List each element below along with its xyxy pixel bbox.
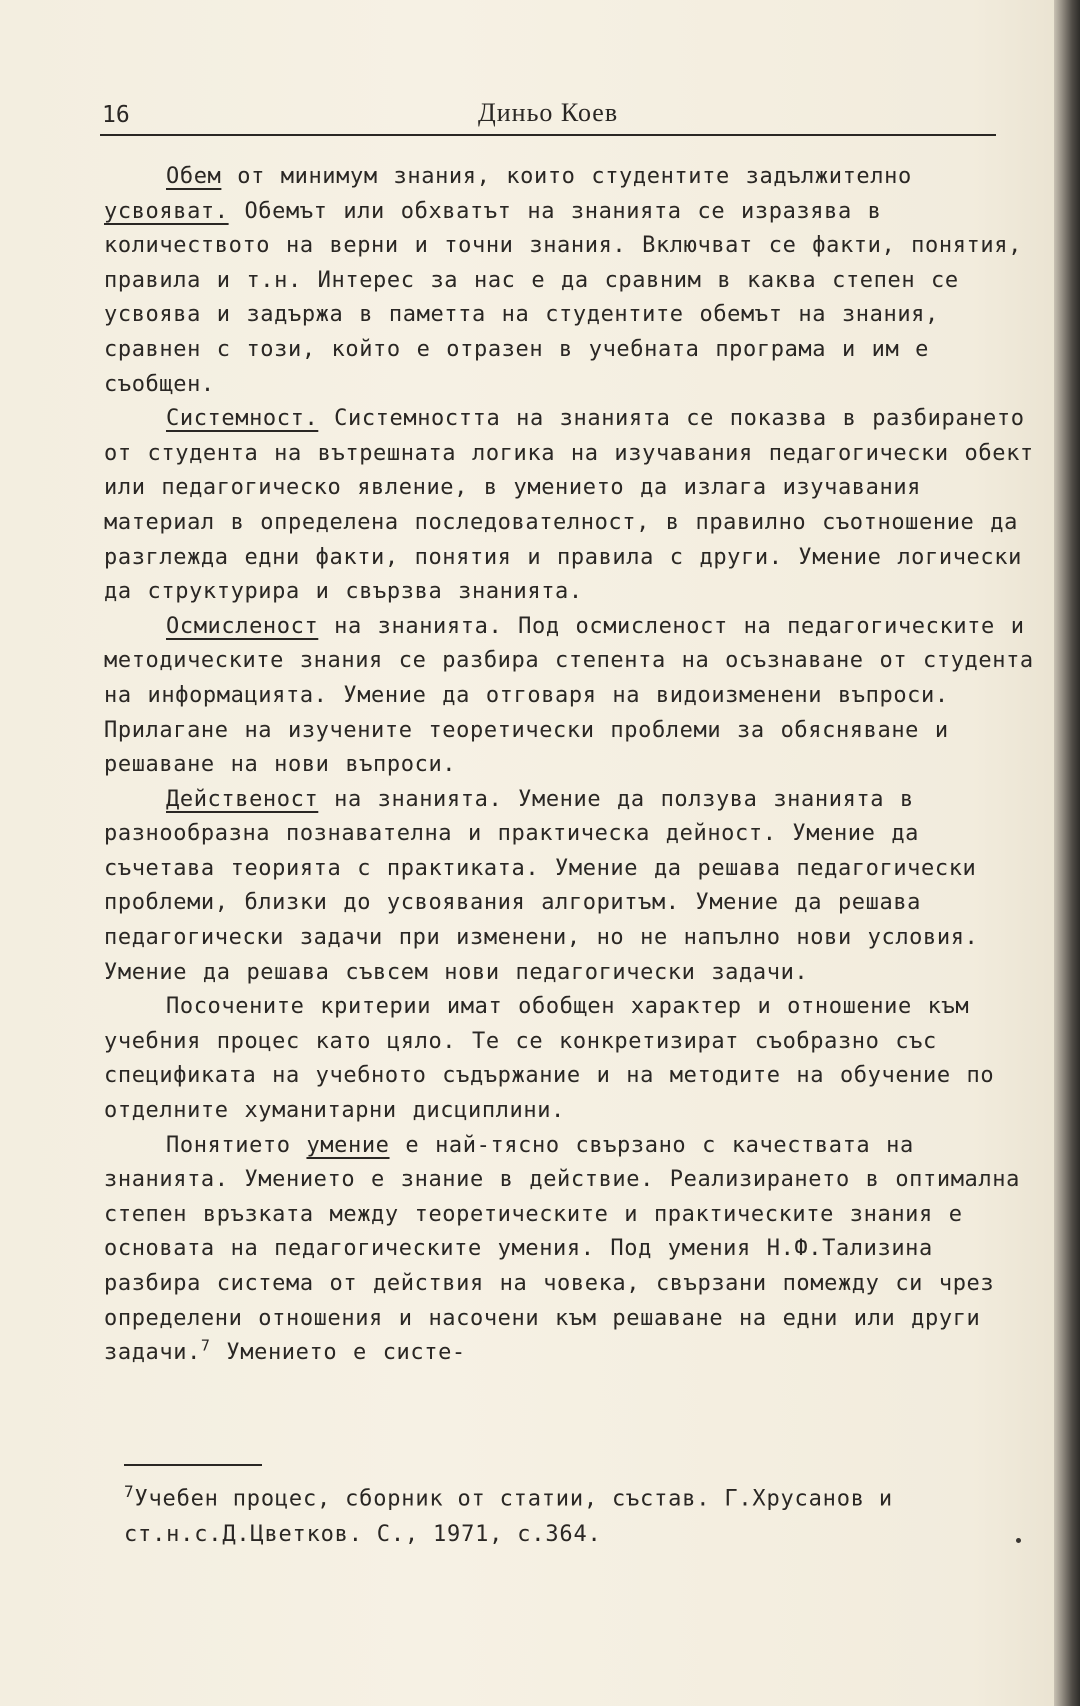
running-head-author: Диньо Коев <box>478 98 619 127</box>
body-text <box>104 160 1034 1371</box>
paragraph-systematicity: Системност. Системността на знанията се показва в разбирането от студента на вътрешната логика на изучавания педагогически обект или педагогическо явление, в умението да излага изучавания материал в определена последователност, в правилно съотношение да разглежда едни факти, понятия и правила с други. Умение логически да структурира и свързва знанията. <box>104 406 1034 605</box>
term-meaningfulness: Осмисленост <box>166 613 319 639</box>
paragraph-effectiveness: Действеност на знанията. Умение да ползува знанията в разнообразна познавателна и практическа дейност. Умение да съчетава теорията с практиката. Умение да решава педагогически проблеми, близки до усвоявания алгоритъм. Умение да решава педагогически задачи при изменени, но не напълно нови условия. Умение да решава съвсем нови педагогически задачи. <box>104 786 979 985</box>
term-acquire: усвояват. <box>104 198 229 224</box>
footnote-divider <box>124 1464 262 1466</box>
term-skill: умение <box>306 1132 390 1158</box>
term-volume: Обем <box>166 164 222 189</box>
footnote-text: Учебен процес, сборник от статии, състав. Г.Хрусанов и ст.н.с.Д.Цветков. С., 1971, с.364. <box>124 1486 893 1548</box>
footnote-mark: 7 <box>124 1482 135 1501</box>
term-effectiveness: Действеност <box>166 786 319 812</box>
footnote <box>124 1474 1024 1553</box>
page-header <box>100 98 996 136</box>
paragraph-volume: Обем от минимум знания, които студентите задължително усвояват. Обемът или обхватът на знанията се изразява в количеството на верни и точни знания. Включват се факти, понятия, правила и т.н. Интерес за нас е да сравним в каква степен се усвоява и задържа в паметта на студентите обемът на знания, сравнен с този, който е отразен в учебната програма и им е съобщен. <box>104 164 1022 397</box>
term-systematicity: Системност. <box>166 406 319 432</box>
ink-speck <box>1016 1538 1021 1543</box>
paragraph-criteria: Посочените критерии имат обобщен характер и отношение към учебния процес като цяло. Те се конкретизират съобразно със спецификата на учебното съдържание и на методите на обучение по отделните хуманитарни дисциплини. <box>104 994 995 1124</box>
book-spine-shadow <box>1054 0 1080 1706</box>
footnote-reference: 7 <box>200 1336 211 1355</box>
paragraph-meaningfulness: Осмисленост на знанията. Под осмисленост на педагогическите и методическите знания се разбира степента на осъзнаване от студента на информацията. Умение да отговаря на видоизменени въпроси. Прилагане на изучените теоретически проблеми за обясняване и решаване на нови въпроси. <box>104 613 1034 778</box>
paragraph-skill: Понятието умение е най-тясно свързано с качествата на знанията. Умението е знание в действие. Реализирането в оптимална степен връзката между теоретическите и практическите знания е основата на педагогическите умения. Под умения Н.Ф.Тализина разбира система от действия на човека, свързани помежду си чрез определени отношения и насочени към решаване на едни или други задачи.$^7$ Умението е систе- <box>104 1132 1020 1366</box>
page-number: 16 <box>102 102 130 128</box>
